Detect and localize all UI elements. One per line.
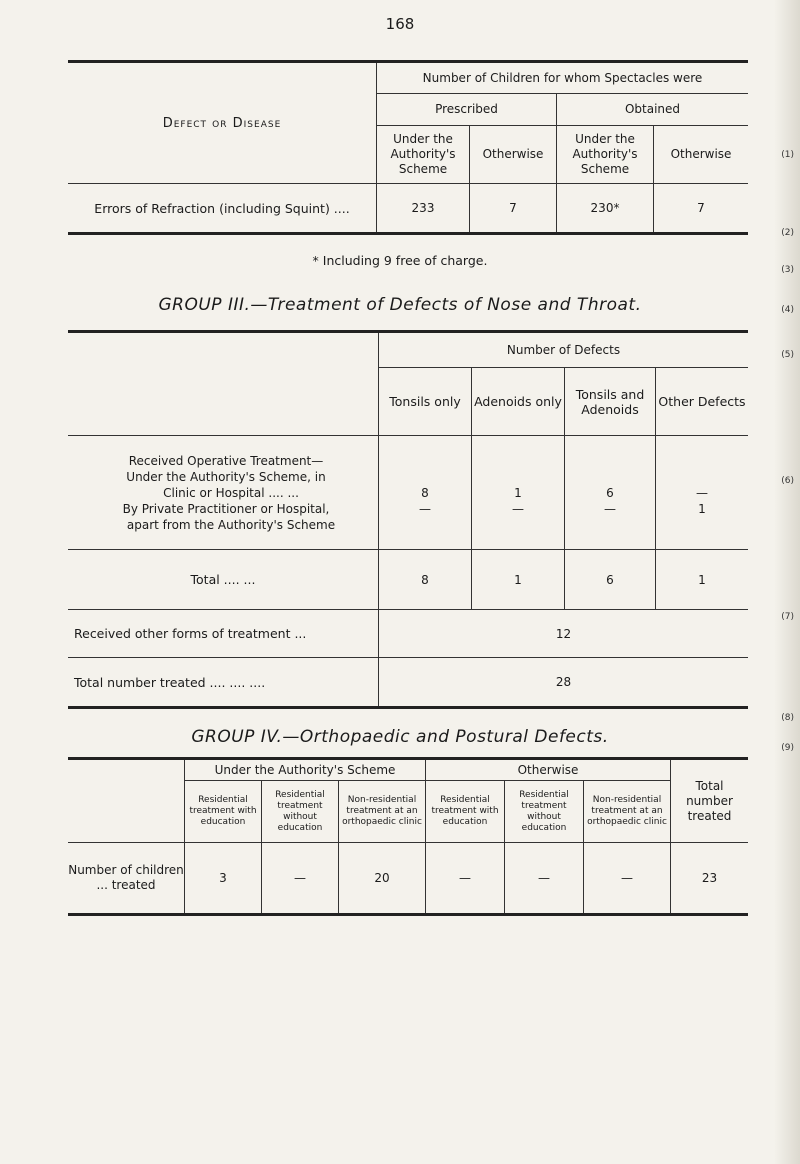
margin-tab-5: (5) (781, 350, 794, 360)
private-label-2: apart from the Authority's Scheme (126, 517, 336, 532)
obtained-otherwise-header: Otherwise (654, 126, 749, 184)
obtained-header: Obtained (557, 94, 749, 126)
received-operative-label: Received Operative Treatment— (128, 453, 324, 468)
defect-column-header: Defect or Disease (68, 62, 377, 184)
other-private-value: 1 (698, 501, 706, 516)
prescribed-under-scheme-header: Under the Authority's Scheme (377, 126, 470, 184)
under-scheme-label-1: Under the Authority's Scheme, in (126, 469, 326, 484)
otherwise-group-header: Otherwise (426, 759, 671, 781)
other-total-value: 1 (656, 550, 749, 610)
total-treated-label: Total number treated .... .... .... (68, 658, 379, 708)
group3-heading: GROUP III.—Treatment of Defects of Nose and Throat. (158, 295, 642, 315)
tonsils-adenoids-header: Tonsils and Adenoids (565, 368, 656, 436)
obtained-under-scheme-header: Under the Authority's Scheme (557, 126, 654, 184)
total-treated-count: 23 (701, 871, 718, 885)
page-number: 168 (385, 15, 415, 33)
adenoids-under-value: 1 (514, 485, 522, 500)
margin-tab-9: (9) (781, 743, 794, 753)
margin-tab-6: (6) (781, 476, 794, 486)
prescribed-otherwise-header: Otherwise (470, 126, 557, 184)
otherwise-residential-with-education-header: Residential treatment with education (426, 781, 505, 843)
margin-index-strip (774, 0, 800, 1164)
footnote: * Including 9 free of charge. (312, 253, 488, 268)
operative-treatment-labels (68, 436, 379, 550)
otherwise-residential-without-education-value: — (505, 843, 584, 915)
orthopaedic-blank-header (68, 759, 185, 843)
adenoids-only-header: Adenoids only (472, 368, 565, 436)
obtained-scheme-value: 230* (557, 184, 654, 234)
adenoids-private-value: — (512, 501, 524, 516)
adenoids-total-value: 1 (472, 550, 565, 610)
nose-throat-blank-header (68, 332, 379, 436)
tonsils-adenoids-total-value: 6 (565, 550, 656, 610)
group4-heading: GROUP IV.—Orthopaedic and Postural Defects. (191, 727, 609, 747)
tonsils-adenoids-private-value: — (604, 501, 616, 516)
under-scheme-group-header: Under the Authority's Scheme (185, 759, 426, 781)
margin-tab-4: (4) (781, 305, 794, 315)
under-scheme-label-2: Clinic or Hospital .... ... (163, 485, 299, 500)
scheme-non-residential-header: Non-residential treatment at an orthopaedic clinic (339, 781, 426, 843)
otherwise-residential-with-education-value: — (426, 843, 505, 915)
other-treatment-value: 12 (379, 610, 749, 658)
otherwise-non-residential-header: Non-residential treatment at an orthopaedic clinic (584, 781, 671, 843)
children-treated-label: Number of children ... treated (68, 843, 185, 915)
margin-tab-2: (2) (781, 228, 794, 238)
prescribed-header: Prescribed (377, 94, 557, 126)
total-row-label: Total .... ... (68, 550, 379, 610)
tonsils-adenoids-operative-values (565, 436, 656, 550)
scheme-non-residential-value: 20 (339, 843, 426, 915)
refraction-row-label: Errors of Refraction (including Squint) .... (68, 184, 377, 234)
otherwise-non-residential-value: — (584, 843, 671, 915)
total-treated-header: Total number treated (671, 759, 749, 843)
margin-tab-8: (8) (781, 713, 794, 723)
prescribed-otherwise-value: 7 (470, 184, 557, 234)
number-of-defects-header: Number of Defects (379, 332, 749, 368)
prescribed-scheme-value: 233 (377, 184, 470, 234)
spectacles-table (68, 60, 748, 235)
other-operative-values (656, 436, 749, 550)
adenoids-operative-values (472, 436, 565, 550)
scheme-residential-with-education-header: Residential treatment with education (185, 781, 262, 843)
otherwise-residential-without-education-header: Residential treatment without education (505, 781, 584, 843)
other-defects-header: Other Defects (656, 368, 749, 436)
tonsils-adenoids-under-value: 6 (606, 485, 614, 500)
scheme-residential-without-education-header: Residential treatment without education (262, 781, 339, 843)
tonsils-under-value: 8 (421, 485, 429, 500)
obtained-otherwise-value: 7 (697, 201, 705, 215)
tonsils-operative-values (379, 436, 472, 550)
tonsils-total-value: 8 (379, 550, 472, 610)
spectacles-number-header: Number of Children for whom Spectacles were (377, 62, 749, 94)
other-treatment-label: Received other forms of treatment ... (68, 610, 379, 658)
tonsils-only-header: Tonsils only (379, 368, 472, 436)
tonsils-private-value: — (419, 501, 431, 516)
margin-tab-3: (3) (781, 265, 794, 275)
total-treated-value: 28 (555, 675, 572, 689)
scheme-residential-with-education-value: 3 (185, 843, 262, 915)
orthopaedic-table (68, 757, 748, 916)
margin-tab-7: (7) (781, 612, 794, 622)
private-label-1: By Private Practitioner or Hospital, (122, 501, 330, 516)
nose-throat-table (68, 330, 748, 709)
scheme-residential-without-education-value: — (262, 843, 339, 915)
other-under-value: — (696, 485, 708, 500)
margin-tab-1: (1) (781, 150, 794, 160)
